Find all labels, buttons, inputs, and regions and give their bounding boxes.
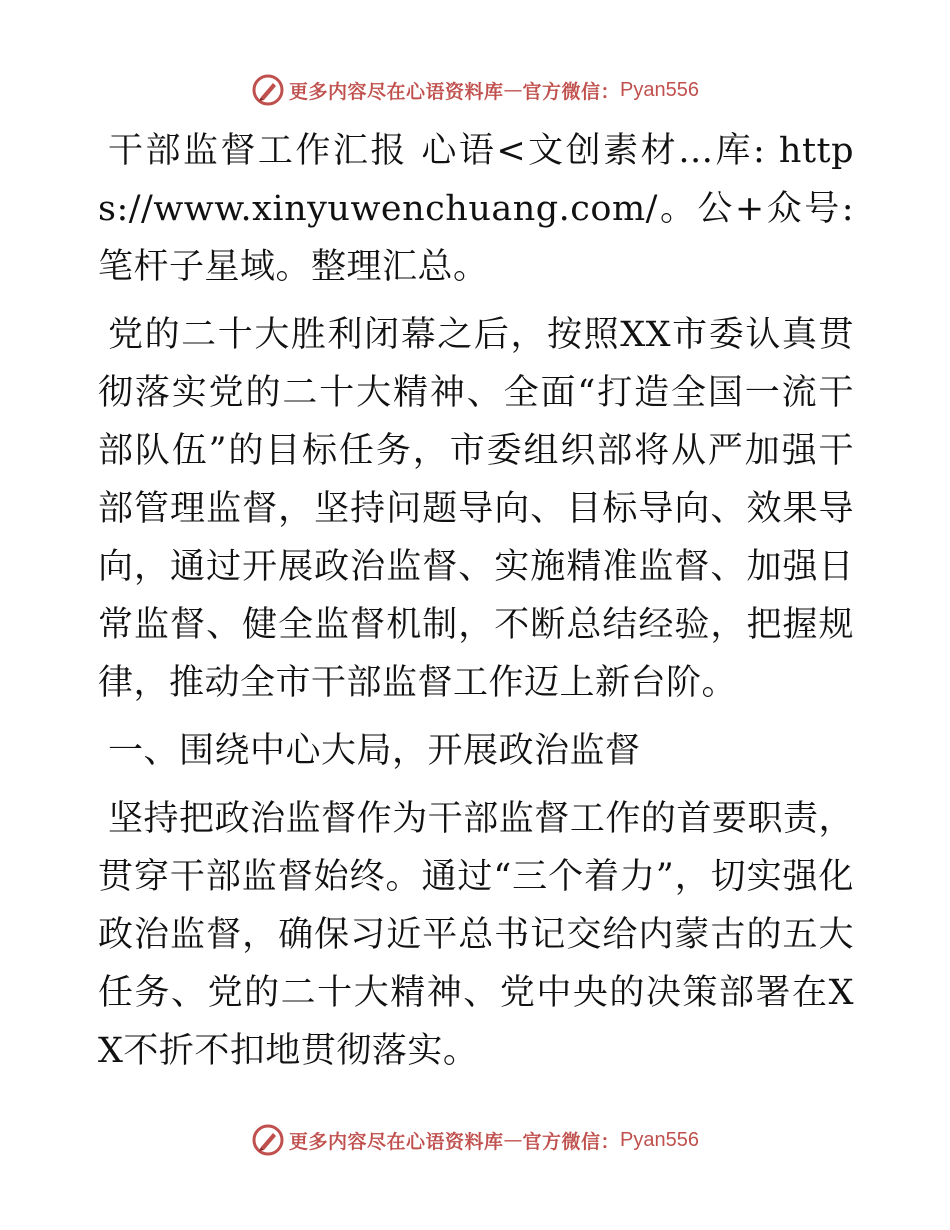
- footer-banner: [0, 1120, 950, 1160]
- document-body: [98, 122, 854, 1090]
- document-paragraph: 坚持把政治监督作为干部监督工作的首要职责，贯穿干部监督始终。通过“三个着力”，切实强化政治监督，确保习近平总书记交给内蒙古的五大任务、党的二十大精神、党中央的决策部署在XX不折不扣地贯彻落实。: [98, 799, 854, 1071]
- pen-logo-icon: [251, 73, 285, 107]
- footer-banner-official-label: 官方微信：: [522, 1130, 621, 1153]
- header-banner-wechat-id: Pyan556: [620, 78, 699, 101]
- footer-banner-text: 更多内容尽在心语资料库: [289, 1130, 504, 1153]
- header-banner-separator: —: [503, 79, 523, 101]
- footer-banner-separator: —: [503, 1129, 523, 1151]
- header-banner-text: 更多内容尽在心语资料库: [289, 80, 504, 103]
- footer-banner-wechat-id: Pyan556: [620, 1128, 699, 1151]
- header-banner: [0, 70, 950, 110]
- document-intro-paragraph: 干部监督工作汇报 心语<文创素材…库: https://www.xinyuwenchuang.com/。公+众号: 笔杆子星域。整理汇总。: [98, 131, 854, 287]
- document-paragraph: 党的二十大胜利闭幕之后，按照XX市委认真贯彻落实党的二十大精神、全面“打造全国一流干部队伍”的目标任务，市委组织部将从严加强干部管理监督，坚持问题导向、目标导向、效果导向，通过开展政治监督、实施精准监督、加强日常监督、健全监督机制，不断总结经验，把握规律，推动全市干部监督工作迈上新台阶。: [98, 315, 854, 703]
- section-heading: 一、围绕中心大局，开展政治监督: [108, 731, 641, 771]
- pen-logo-icon: [251, 1123, 285, 1157]
- header-banner-official-label: 官方微信：: [522, 80, 621, 103]
